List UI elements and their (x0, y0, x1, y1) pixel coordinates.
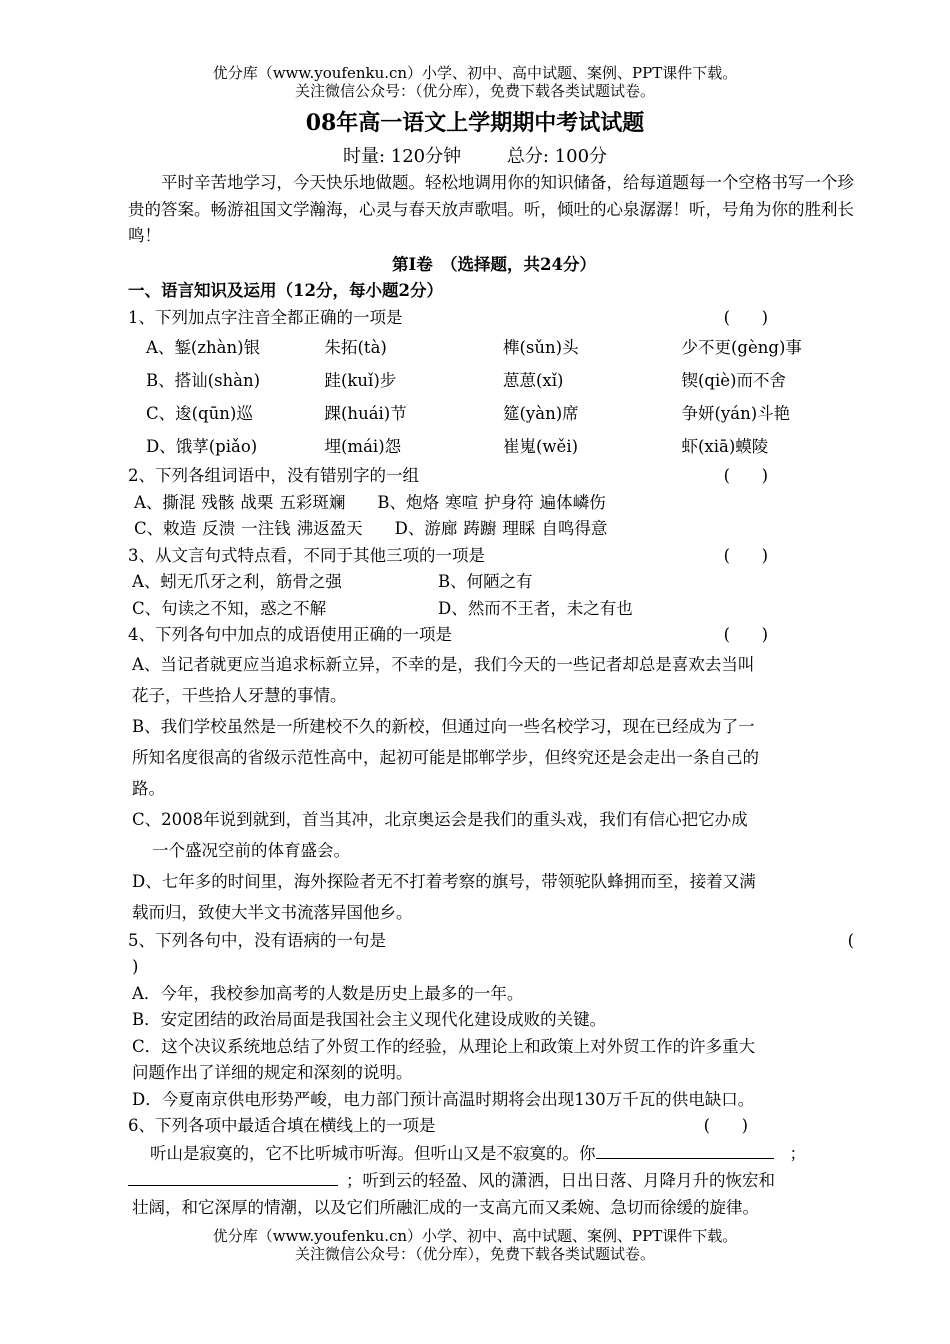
page-footer (0, 1227, 950, 1263)
option-word: B、炮烙 (377, 492, 440, 512)
answer-paren: ( ) (703, 1116, 748, 1135)
option-word: 自鸣得意 (541, 519, 608, 538)
option-cell: 争妍(yán)斗艳 (681, 404, 791, 423)
question-3-text: 3、从文言句式特点看，不同于其他三项的一项是 (128, 545, 485, 565)
passage-text: ；听到云的轻盈、风的潇洒，日出日落、月降月升的恢宏和 (346, 1171, 775, 1190)
option-cell: 榫(sǔn)头 (503, 338, 579, 357)
fill-blank[interactable] (596, 1140, 774, 1159)
intro-paragraph: 平时辛苦地学习，今天快乐地做题。轻松地调用你的知识储备，给每道题每一个空格书写一个珍贵的答案。畅游祖国文学瀚海，心灵与春天放声歌唱。听，倾吐的心泉潺潺！听，号角为你的胜利长鸣！ (128, 173, 854, 245)
option-word: C、敕造 (134, 519, 197, 538)
question-2-option-row (128, 490, 860, 517)
question-4-option-c: C、2008年说到就到，首当其冲，北京奥运会是我们的重头戏，我们有信心把它办成 (132, 809, 748, 829)
option-word: 一注钱 (241, 519, 291, 538)
option-cell: C、逡(qūn)巡 (146, 404, 253, 423)
question-6-passage-line-2 (128, 1167, 860, 1195)
section-heading: 一、语言知识及运用（12分，每小题2分） (128, 281, 443, 300)
volume-heading: 第Ⅰ卷 （选择题，共24分） (392, 254, 596, 274)
passage-text: 听山是寂寞的，它不比听城市听海。但听山又是不寂寞的。你 (150, 1143, 596, 1163)
question-4-option-b-cont: 所知名度很高的省级示范性高中，起初可能是邯郸学步，但终究还是会走出一条自己的 (132, 747, 759, 767)
question-4-text: 4、下列各句中加点的成语使用正确的一项是 (128, 625, 452, 644)
answer-paren: ( ) (723, 545, 768, 565)
option-text: B、何陋之有 (438, 572, 533, 591)
fill-blank[interactable] (128, 1167, 338, 1186)
question-3-stem (128, 543, 860, 570)
question-2-text: 2、下列各组词语中，没有错别字的一组 (128, 466, 419, 485)
option-word: 反溃 (202, 519, 236, 538)
option-cell: 虾(xiā)蟆陵 (681, 437, 769, 456)
question-5-option-a: A．今年，我校参加高考的人数是历史上最多的一年。 (132, 983, 524, 1003)
option-text: D、然而不王者，未之有也 (438, 598, 633, 618)
question-4-option-b: B、我们学校虽然是一所建校不久的新校，但通过向一些名校学习，现在已经成为了一 (132, 716, 755, 736)
question-4-option-d: D、七年多的时间里，海外探险者无不打着考察的旗号，带领驼队蜂拥而至，接着又满 (132, 871, 756, 891)
question-6-passage-line-3: 壮阔，和它深厚的情潮，以及它们所融汇成的一支高亢而又柔婉、急切而徐缓的旋律。 (132, 1197, 759, 1217)
question-4-option-d-cont: 载而归，致使大半文书流落异国他乡。 (132, 902, 413, 922)
question-4-stem (128, 622, 860, 649)
answer-paren: ( ) (723, 625, 768, 644)
option-cell: 踝(huái)节 (324, 404, 407, 423)
question-1-option-row (128, 331, 860, 364)
option-cell: 少不更(gèng)事 (681, 338, 802, 357)
option-word: 残骸 (201, 492, 235, 512)
option-word: 遍体嶙伤 (539, 492, 606, 512)
question-5-option-d: D．今夏南京供电形势严峻，电力部门预计高温时期将会出现130万千瓦的供电缺口。 (132, 1089, 755, 1109)
question-3-option-row (128, 596, 860, 623)
option-word: 沸返盈天 (296, 519, 363, 538)
option-cell: 筵(yàn)席 (503, 404, 579, 423)
exam-body (128, 170, 860, 1221)
option-cell: 跬(kuǐ)步 (324, 371, 397, 390)
option-word: A、撕混 (134, 492, 196, 512)
question-5-stem (128, 928, 860, 955)
question-1-text: 1、下列加点字注音全都正确的一项是 (128, 307, 403, 327)
option-cell: 朱拓(tà) (324, 338, 387, 357)
question-4-option-c-cont: 一个盛况空前的体育盛会。 (152, 840, 350, 860)
question-5-option-c: C．这个决议系统地总结了外贸工作的经验，从理论上和政策上对外贸工作的许多重大 (132, 1036, 756, 1056)
question-2-stem (128, 463, 860, 490)
question-6-passage-line-1 (128, 1140, 860, 1168)
passage-punct: ； (789, 1143, 806, 1163)
page-header (0, 64, 950, 100)
option-text: C、句读之不知，惑之不解 (132, 598, 327, 618)
question-2-option-row (128, 516, 860, 543)
question-1-option-row (128, 430, 860, 463)
question-6-stem (128, 1113, 860, 1140)
header-line-2: 关注微信公众号：（优分库），免费下载各类试题试卷。 (294, 82, 655, 100)
option-word: 踌躕 (463, 519, 497, 538)
question-4-option-b-cont: 路。 (132, 778, 165, 798)
question-3-option-row (128, 569, 860, 596)
answer-paren-close: ) (132, 957, 139, 976)
answer-paren: ( ) (723, 307, 768, 327)
option-word: 护身符 (484, 492, 534, 512)
footer-line-2: 关注微信公众号：（优分库），免费下载各类试题试卷。 (294, 1245, 655, 1263)
header-line-1: 优分库（www.youfenku.cn）小学、初中、高中试题、案例、PPT课件下载。 (212, 64, 738, 82)
question-6-text: 6、下列各项中最适合填在横线上的一项是 (128, 1116, 436, 1135)
exam-time-score: 时量: 120分钟 总分: 100分 (342, 146, 608, 167)
question-5-text: 5、下列各句中，没有语病的一句是 (128, 930, 386, 950)
option-cell: B、搭讪(shàn) (146, 371, 261, 390)
question-4-option-a-cont: 花子，干些拾人牙慧的事情。 (132, 685, 347, 705)
question-5-option-c-cont: 问题作出了详细的规定和深刻的说明。 (132, 1063, 413, 1082)
question-1-option-row (128, 397, 860, 430)
option-word: D、游廊 (394, 519, 458, 538)
option-cell: 埋(mái)怨 (324, 437, 402, 456)
option-word: 五彩斑斓 (279, 492, 346, 512)
option-word: 理睬 (502, 519, 536, 538)
question-5-option-b: B．安定团结的政治局面是我国社会主义现代化建设成败的关键。 (132, 1010, 607, 1029)
answer-paren: ( ) (723, 466, 768, 485)
question-4-option-a: A、当记者就更应当追求标新立异，不幸的是，我们今天的一些记者却总是喜欢去当叫 (132, 654, 755, 674)
answer-paren-open: ( (847, 930, 854, 950)
option-cell: 葸葸(xǐ) (503, 371, 564, 390)
option-cell: A、錾(zhàn)银 (146, 338, 261, 357)
option-word: 寒喧 (445, 492, 479, 512)
option-text: A、蚓无爪牙之利，筋骨之强 (132, 572, 342, 591)
option-cell: 锲(qiè)而不舍 (681, 371, 786, 390)
page-title: 08年高一语文上学期期中考试试题 (305, 110, 645, 136)
question-1-stem (128, 305, 860, 332)
footer-line-1: 优分库（www.youfenku.cn）小学、初中、高中试题、案例、PPT课件下载。 (212, 1227, 738, 1245)
option-cell: D、饿莩(piǎo) (146, 437, 258, 456)
question-1-option-row (128, 364, 860, 397)
option-cell: 崔嵬(wěi) (503, 437, 579, 456)
option-word: 战栗 (240, 492, 274, 512)
